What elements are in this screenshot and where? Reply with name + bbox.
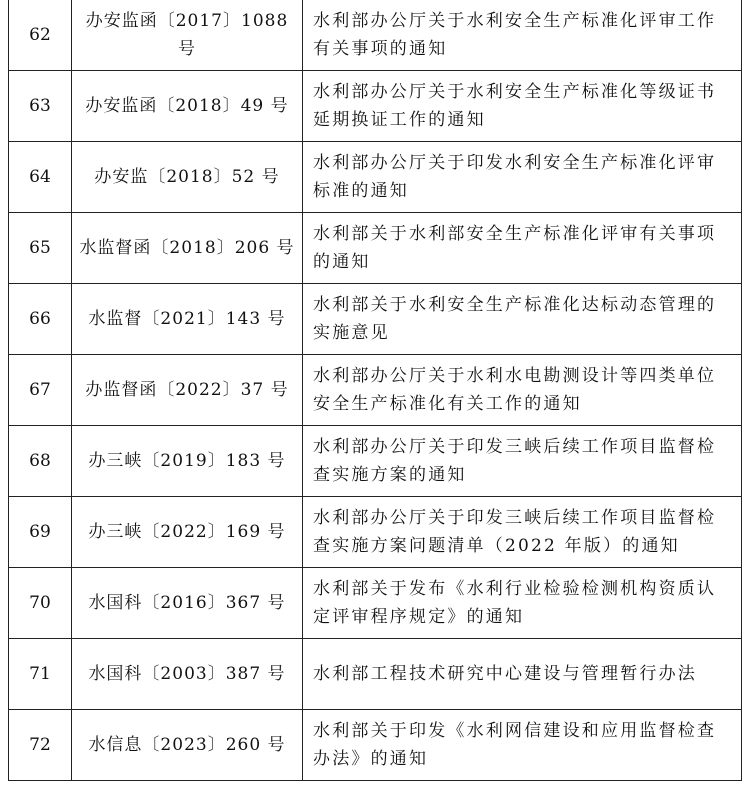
row-number: 65 (9, 213, 72, 284)
document-title: 水利部办公厅关于印发水利安全生产标准化评审标准的通知 (303, 142, 742, 213)
document-title: 水利部办公厅关于水利水电勘测设计等四类单位安全生产标准化有关工作的通知 (303, 355, 742, 426)
table-row (9, 355, 742, 426)
row-number: 72 (9, 710, 72, 781)
table-row (9, 710, 742, 781)
document-code: 水信息〔2023〕260 号 (72, 710, 303, 781)
table-row (9, 71, 742, 142)
row-number: 70 (9, 568, 72, 639)
row-number: 62 (9, 0, 72, 71)
row-number: 71 (9, 639, 72, 710)
regulations-table-body (9, 0, 742, 781)
document-title: 水利部关于水利部安全生产标准化评审有关事项的通知 (303, 213, 742, 284)
document-code: 办安监函〔2017〕1088号 (72, 0, 303, 71)
table-row (9, 497, 742, 568)
row-number: 64 (9, 142, 72, 213)
table-row (9, 142, 742, 213)
document-title: 水利部办公厅关于水利安全生产标准化等级证书延期换证工作的通知 (303, 71, 742, 142)
table-row (9, 639, 742, 710)
document-title: 水利部关于水利安全生产标准化达标动态管理的实施意见 (303, 284, 742, 355)
document-title: 水利部关于印发《水利网信建设和应用监督检查办法》的通知 (303, 710, 742, 781)
document-code: 办安监〔2018〕52 号 (72, 142, 303, 213)
document-code: 水监督函〔2018〕206 号 (72, 213, 303, 284)
row-number: 68 (9, 426, 72, 497)
document-code: 水国科〔2016〕367 号 (72, 568, 303, 639)
document-code: 办三峡〔2019〕183 号 (72, 426, 303, 497)
document-title: 水利部办公厅关于印发三峡后续工作项目监督检查实施方案的通知 (303, 426, 742, 497)
row-number: 67 (9, 355, 72, 426)
document-title: 水利部关于发布《水利行业检验检测机构资质认定评审程序规定》的通知 (303, 568, 742, 639)
table-row (9, 0, 742, 71)
table-row (9, 568, 742, 639)
row-number: 63 (9, 71, 72, 142)
document-title: 水利部办公厅关于印发三峡后续工作项目监督检查实施方案问题清单（2022 年版）的通知 (303, 497, 742, 568)
table-row (9, 284, 742, 355)
regulations-table (8, 0, 742, 781)
document-title: 水利部工程技术研究中心建设与管理暂行办法 (303, 639, 742, 710)
document-code: 水监督〔2021〕143 号 (72, 284, 303, 355)
document-code: 水国科〔2003〕387 号 (72, 639, 303, 710)
document-code: 办监督函〔2022〕37 号 (72, 355, 303, 426)
table-row (9, 213, 742, 284)
row-number: 69 (9, 497, 72, 568)
document-title: 水利部办公厅关于水利安全生产标准化评审工作有关事项的通知 (303, 0, 742, 71)
table-row (9, 426, 742, 497)
document-code: 办三峡〔2022〕169 号 (72, 497, 303, 568)
document-code: 办安监函〔2018〕49 号 (72, 71, 303, 142)
row-number: 66 (9, 284, 72, 355)
